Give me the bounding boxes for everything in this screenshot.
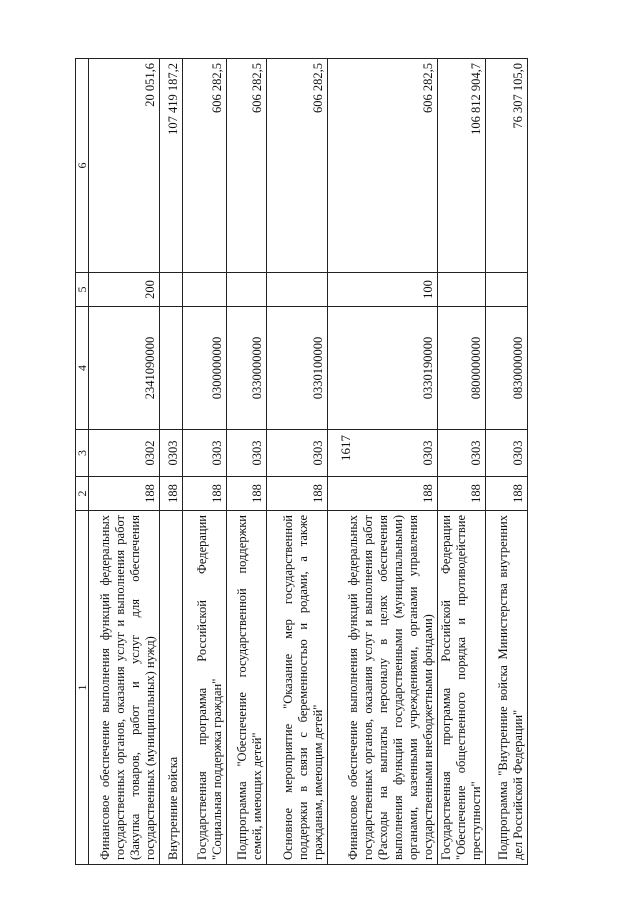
row-amount: 106 812 904,7 bbox=[438, 59, 486, 273]
row-rz: 0302 bbox=[89, 430, 160, 477]
row-gr: 188 bbox=[227, 477, 267, 511]
row-cs: 0330190000 bbox=[328, 307, 438, 430]
header-col-3: 3 bbox=[76, 430, 89, 477]
row-vr bbox=[486, 273, 528, 307]
row-name: Государственная программа Российской Федерации "Социальная поддержка граждан" bbox=[183, 511, 227, 865]
row-name: Подпрограмма "Обеспечение государственной поддержки семей, имеющих детей" bbox=[227, 511, 267, 865]
row-rz: 0303 bbox=[486, 430, 528, 477]
row-rz: 0303 bbox=[328, 430, 438, 477]
row-amount: 606 282,5 bbox=[227, 59, 267, 273]
row-vr: 200 bbox=[89, 273, 160, 307]
row-gr: 188 bbox=[160, 477, 183, 511]
table-row bbox=[267, 59, 328, 865]
row-vr bbox=[227, 273, 267, 307]
row-amount: 606 282,5 bbox=[328, 59, 438, 273]
row-name: Финансовое обеспечение выполнения функций федеральных государственных органов, оказания услуг и выполнения работ (Закупка товаров, работ и услуг для обеспечения государственных (муниципальных) нужд) bbox=[89, 511, 160, 865]
row-rz: 0303 bbox=[438, 430, 486, 477]
table-row bbox=[328, 59, 438, 865]
row-gr: 188 bbox=[438, 477, 486, 511]
header-col-1: 1 bbox=[76, 511, 89, 865]
row-gr: 188 bbox=[89, 477, 160, 511]
row-cs: 2341090000 bbox=[89, 307, 160, 430]
header-col-4: 4 bbox=[76, 307, 89, 430]
row-rz: 0303 bbox=[160, 430, 183, 477]
row-amount: 20 051,6 bbox=[89, 59, 160, 273]
row-vr bbox=[267, 273, 328, 307]
row-vr bbox=[438, 273, 486, 307]
table-row bbox=[227, 59, 267, 865]
row-name: Государственная программа Российской Федерации "Обеспечение общественного порядка и противодействие преступности" bbox=[438, 511, 486, 865]
row-cs: 0830000000 bbox=[486, 307, 528, 430]
row-vr bbox=[160, 273, 183, 307]
table-row bbox=[486, 59, 528, 865]
row-vr: 100 bbox=[328, 273, 438, 307]
row-cs: 0330000000 bbox=[227, 307, 267, 430]
row-amount: 107 419 187,2 bbox=[160, 59, 183, 273]
table-row bbox=[160, 59, 183, 865]
page-number: 1617 bbox=[338, 435, 353, 461]
row-gr: 188 bbox=[486, 477, 528, 511]
header-col-5: 5 bbox=[76, 273, 89, 307]
row-cs: 0330100000 bbox=[267, 307, 328, 430]
row-rz: 0303 bbox=[267, 430, 328, 477]
row-vr bbox=[183, 273, 227, 307]
row-name: Подпрограмма "Внутренние войска Министерства внутренних дел Российской Федерации" bbox=[486, 511, 528, 865]
budget-table-rotated bbox=[75, 59, 545, 865]
row-gr: 188 bbox=[267, 477, 328, 511]
row-cs bbox=[160, 307, 183, 430]
row-rz: 0303 bbox=[183, 430, 227, 477]
row-amount: 606 282,5 bbox=[267, 59, 328, 273]
row-amount: 606 282,5 bbox=[183, 59, 227, 273]
table-row bbox=[438, 59, 486, 865]
table-row bbox=[183, 59, 227, 865]
row-amount: 76 307 105,0 bbox=[486, 59, 528, 273]
header-row bbox=[76, 59, 89, 865]
row-name: Основное мероприятие "Оказание мер государственной поддержки в связи с беременностью и родами, а также гражданам, имеющим детей" bbox=[267, 511, 328, 865]
header-col-6: 6 bbox=[76, 59, 89, 273]
row-cs: 0300000000 bbox=[183, 307, 227, 430]
row-gr: 188 bbox=[328, 477, 438, 511]
row-name: Внутренние войска bbox=[160, 511, 183, 865]
row-name: Финансовое обеспечение выполнения функций федеральных государственных органов, оказания услуг и выполнения работ (Расходы на выплаты персоналу в целях обеспечения выполнения функций государственными (муниципальными) органами, казенными учреждениями, органами управления государственными внебюджетными фондами) bbox=[328, 511, 438, 865]
table-row bbox=[89, 59, 160, 865]
row-rz: 0303 bbox=[227, 430, 267, 477]
budget-table bbox=[75, 58, 528, 865]
row-gr: 188 bbox=[183, 477, 227, 511]
row-cs: 0800000000 bbox=[438, 307, 486, 430]
header-col-2: 2 bbox=[76, 477, 89, 511]
